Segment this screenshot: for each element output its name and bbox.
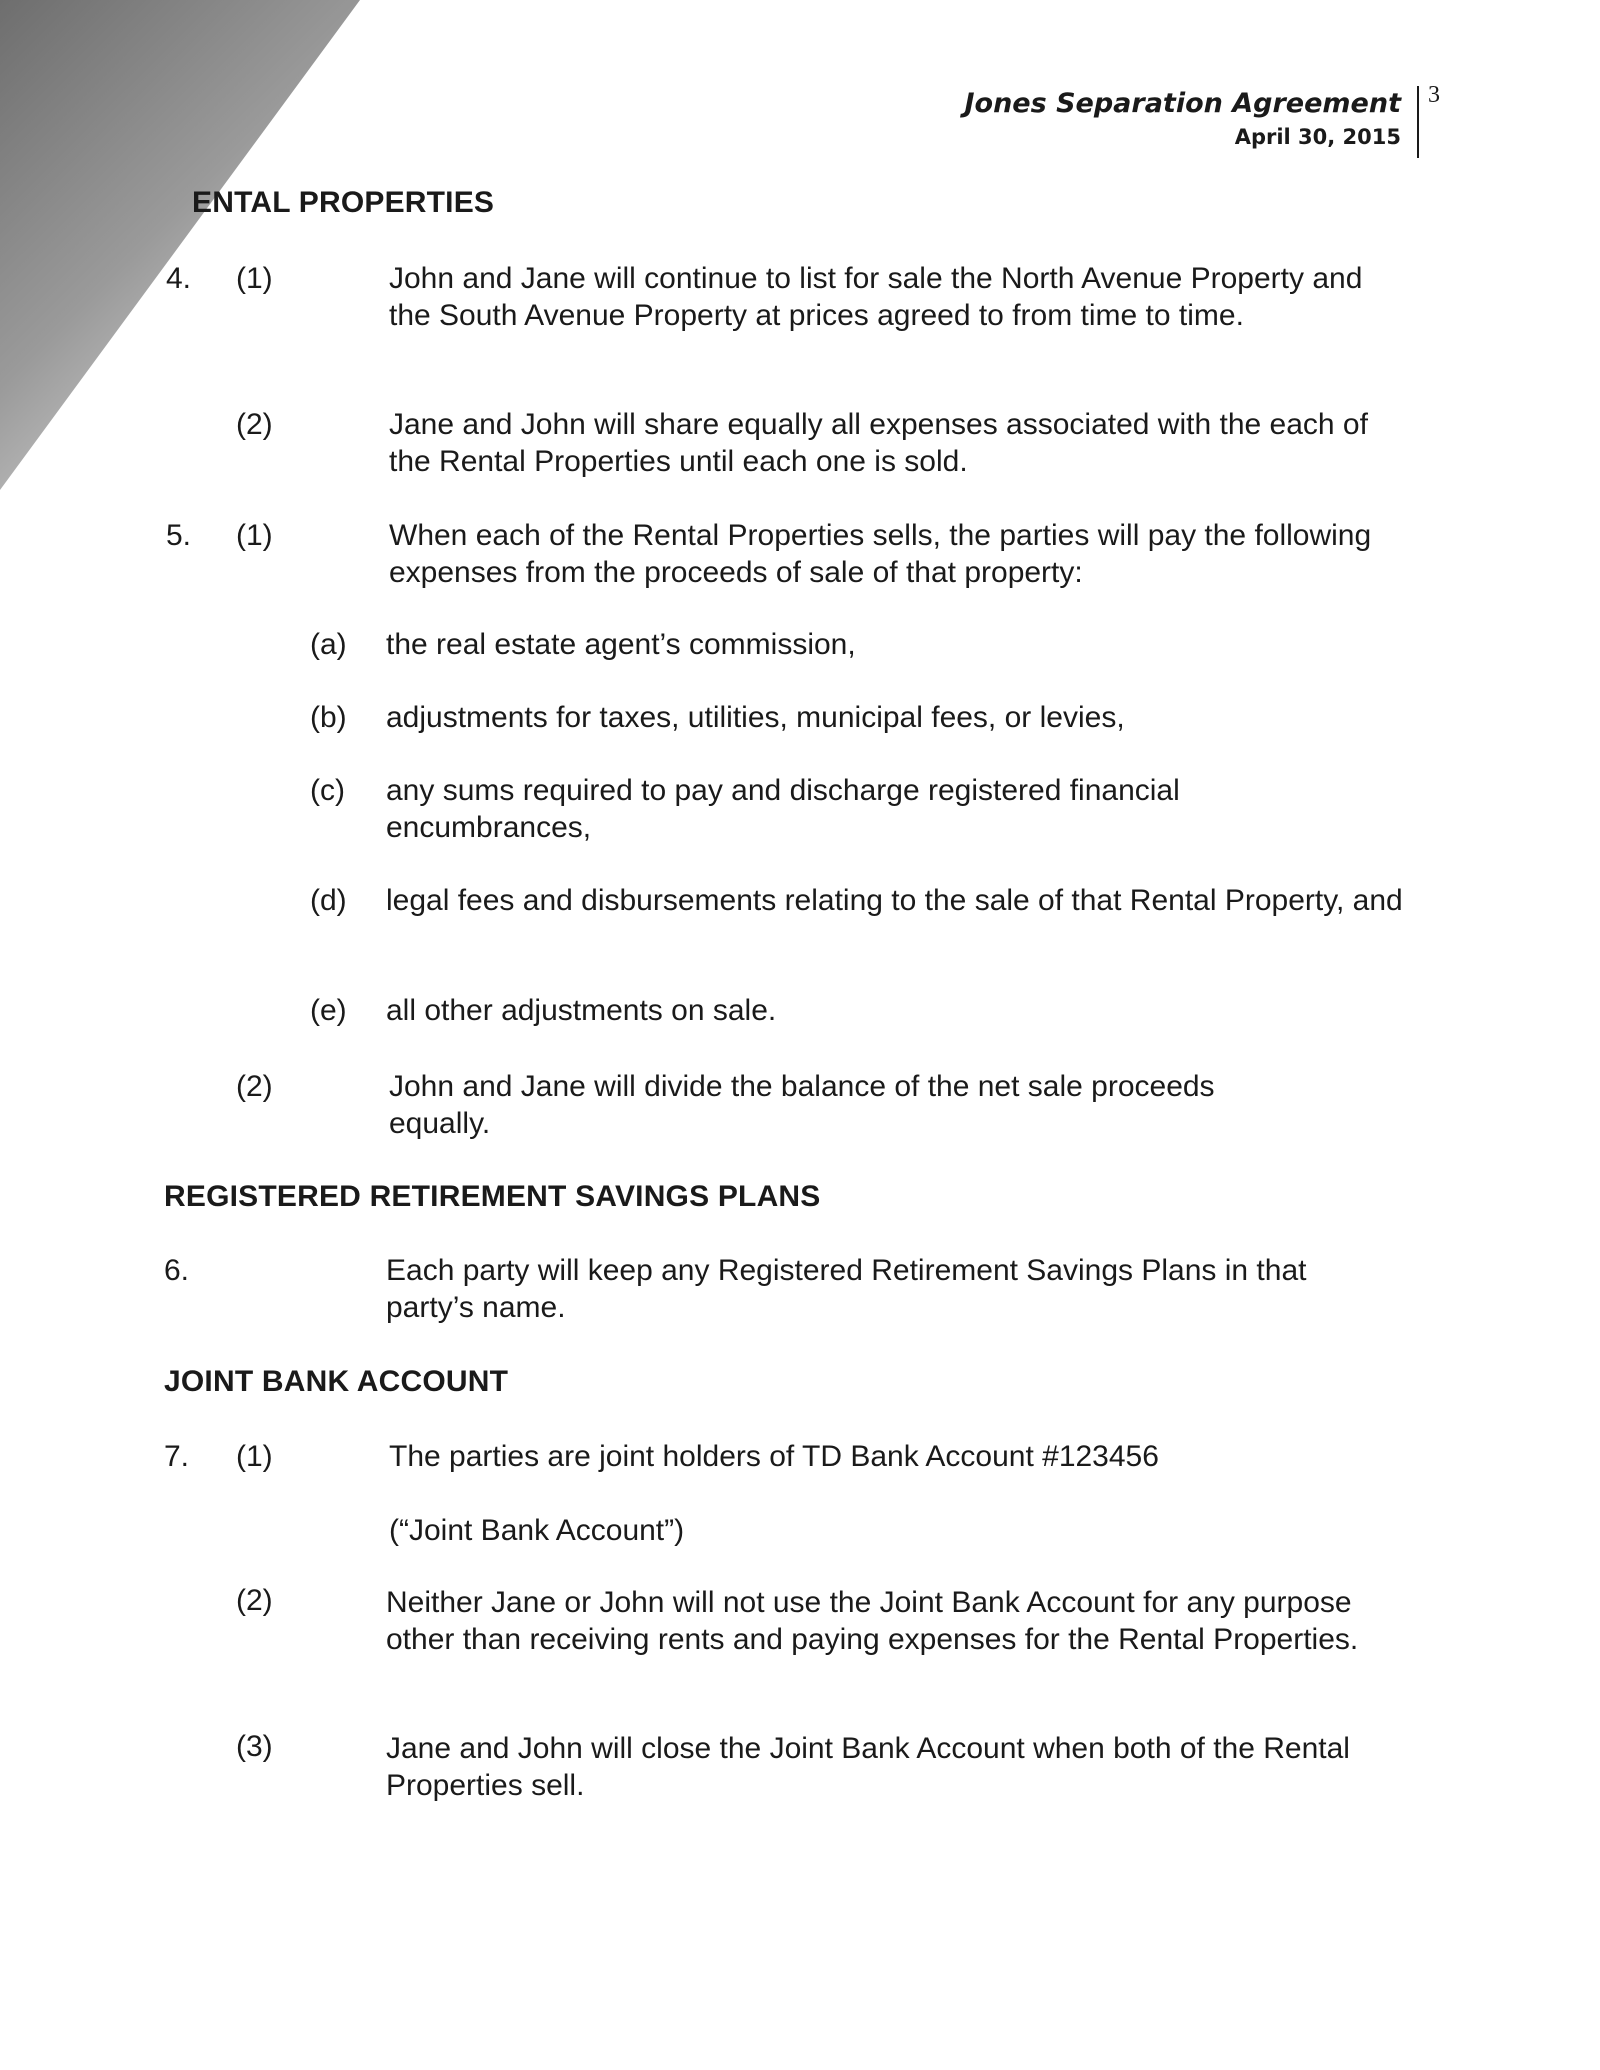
header-title: Jones Separation Agreement	[964, 88, 1401, 119]
paragraph-7-2-text: Neither Jane or John will not use the Joint Bank Account for any purpose other than receiving rents and paying expenses for the Rental Properties.	[386, 1586, 1359, 1656]
section-heading-joint-bank-account: JOINT BANK ACCOUNT	[164, 1365, 509, 1398]
item-d-label: (d)	[310, 884, 347, 917]
subparagraph-7-3-label: (3)	[236, 1730, 273, 1763]
paragraph-number-6: 6.	[164, 1254, 190, 1287]
item-c-text: any sums required to pay and discharge registered financial encumbrances,	[386, 774, 1180, 844]
header-rule	[1417, 86, 1419, 158]
paragraph-7-1-text: The parties are joint holders of TD Bank Account #123456	[389, 1440, 1159, 1473]
header-date: April 30, 2015	[1234, 125, 1401, 149]
paragraph-4-2-text: Jane and John will share equally all expenses associated with the each of the Rental Properties until each one is sold.	[389, 408, 1368, 478]
section-heading-rental-properties: ENTAL PROPERTIES	[192, 186, 495, 219]
subparagraph-5-2-label: (2)	[236, 1070, 273, 1103]
paragraph-5-1-text: When each of the Rental Properties sells, the parties will pay the following expenses from the proceeds of sale of that property:	[389, 519, 1372, 589]
paragraph-number-7: 7.	[164, 1440, 190, 1473]
item-a-text: the real estate agent’s commission,	[386, 628, 856, 661]
page-number: 3	[1428, 82, 1440, 108]
item-a-label: (a)	[310, 628, 347, 661]
item-b-label: (b)	[310, 701, 347, 734]
item-e-text: all other adjustments on sale.	[386, 994, 777, 1027]
item-c-label: (c)	[310, 774, 345, 807]
paragraph-number-4: 4.	[166, 262, 192, 295]
page-header	[964, 86, 1419, 152]
scan-shadow	[0, 0, 360, 500]
subparagraph-4-2-label: (2)	[236, 408, 273, 441]
item-d-text: legal fees and disbursements relating to the sale of that Rental Property, and	[386, 884, 1403, 917]
subparagraph-7-1-label: (1)	[236, 1440, 273, 1473]
paragraph-7-1-definition: (“Joint Bank Account”)	[389, 1514, 685, 1547]
item-b-text: adjustments for taxes, utilities, municipal fees, or levies,	[386, 701, 1125, 734]
paragraph-number-5: 5.	[166, 519, 192, 552]
paragraph-7-3-text: Jane and John will close the Joint Bank Account when both of the Rental Properties sell.	[386, 1732, 1350, 1802]
section-heading-rrsp: REGISTERED RETIREMENT SAVINGS PLANS	[164, 1180, 821, 1213]
subparagraph-4-1-label: (1)	[236, 262, 273, 295]
paragraph-6-text: Each party will keep any Registered Retirement Savings Plans in that party’s name.	[386, 1254, 1307, 1324]
subparagraph-5-1-label: (1)	[236, 519, 273, 552]
item-e-label: (e)	[310, 994, 347, 1027]
paragraph-5-2-text: John and Jane will divide the balance of the net sale proceeds equally.	[389, 1070, 1215, 1140]
paragraph-4-1-text: John and Jane will continue to list for sale the North Avenue Property and the South Avenue Property at prices agreed to from time to time.	[389, 262, 1363, 332]
subparagraph-7-2-label: (2)	[236, 1584, 273, 1617]
